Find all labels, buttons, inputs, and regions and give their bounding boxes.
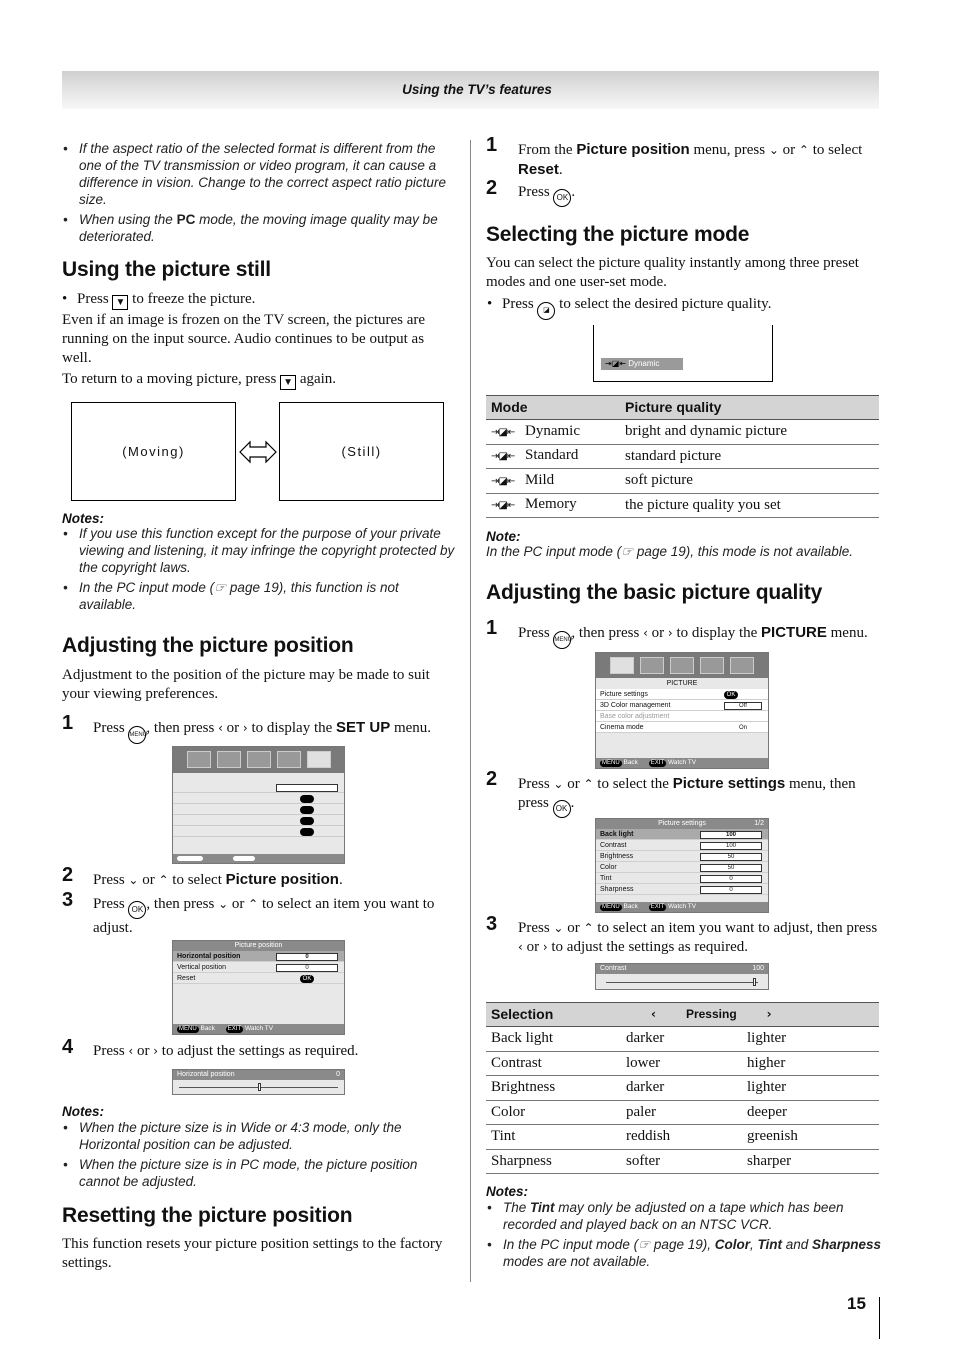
still-note-2: • In the PC input mode (☞ page 19), this function is not available. xyxy=(63,580,399,612)
picture-mode-icon: ⇥◪⇤ xyxy=(491,475,515,487)
table-row: ⇥◪⇤ Standard standard picture xyxy=(486,444,879,469)
chevron-left-icon: ‹ xyxy=(518,940,523,954)
still-para-1: Even if an image is frozen on the TV screen, the pictures are running on the input source. Audio continues to be output as well. xyxy=(62,312,426,366)
step-number: 3 xyxy=(62,889,74,911)
step-number: 2 xyxy=(62,864,74,886)
audio-icon xyxy=(217,751,241,768)
mode-note: In the PC input mode (☞ page 19), this mode is not available. xyxy=(486,544,854,559)
chevron-right-icon: › xyxy=(153,1044,159,1058)
position-step-3: Press OK , then press ⌄ or ⌃ to select an item you want to adjust. xyxy=(93,896,435,936)
intro-note-2: • When using the PC mode, the moving image quality may be deteriorated. xyxy=(63,212,438,244)
picture-position-screen xyxy=(172,940,345,1035)
chevron-up-icon: ⌃ xyxy=(248,897,259,911)
step-number: 4 xyxy=(62,1036,74,1058)
table-row: Back light darker lighter xyxy=(486,1027,879,1052)
mode-osd-label: ⇥◪⇤ Dynamic xyxy=(601,358,683,370)
chevron-down-icon: ⌄ xyxy=(553,777,564,791)
table-row: Brightness darker lighter xyxy=(486,1076,879,1101)
setup-icon xyxy=(307,751,331,768)
screen-title: PICTURE xyxy=(666,680,698,687)
table-header: ‹ Pressing › xyxy=(621,1003,879,1027)
step-number: 1 xyxy=(62,712,74,734)
position-note-2: • When the picture size is in PC mode, the picture position cannot be adjusted. xyxy=(63,1157,418,1189)
reset-step-1: From the Picture position menu, press ⌄ or ⌃ to select Reset. xyxy=(518,141,863,178)
chevron-left-icon: ‹ xyxy=(128,1044,134,1058)
menu-button-icon: MENU xyxy=(553,631,571,649)
quality-step-1: Press MENU, then press ‹ or › to display the PICTURE menu. xyxy=(518,623,883,649)
step-number: 1 xyxy=(486,617,498,639)
down-button-icon: ▼ xyxy=(280,375,296,390)
preferences-icon xyxy=(670,657,694,674)
chevron-down-icon: ⌄ xyxy=(768,143,779,157)
ok-button-icon: OK xyxy=(553,189,571,207)
quality-step-3: Press ⌄ or ⌃ to select an item you want to adjust, then press ‹ or › to adjust the settings as required. xyxy=(518,920,878,955)
screen-row: Contrast 100 xyxy=(596,840,768,851)
chevron-down-icon: ⌄ xyxy=(553,921,564,935)
heading-basic-quality: Adjusting the basic picture quality xyxy=(486,581,823,604)
page-number-rule xyxy=(879,1297,880,1339)
ok-button-icon: OK xyxy=(128,901,146,919)
step-number: 1 xyxy=(486,134,498,156)
setup-menu-screen xyxy=(172,746,345,864)
table-row: Sharpness softer sharper xyxy=(486,1149,879,1174)
chevron-down-icon: ⌄ xyxy=(128,873,139,887)
chevron-right-icon: › xyxy=(766,1007,772,1021)
audio-icon xyxy=(640,657,664,674)
table-header: Picture quality xyxy=(620,396,879,420)
mode-para: You can select the picture quality instantly among three preset modes and one user-set mode. xyxy=(486,255,859,290)
picture-settings-screen xyxy=(595,818,769,913)
still-label: (Still) xyxy=(341,444,382,459)
timer-icon xyxy=(277,751,301,768)
slider-thumb xyxy=(753,978,756,986)
menu-button-icon: MENU xyxy=(128,726,146,744)
table-row: Color paler deeper xyxy=(486,1100,879,1125)
mode-bullet: • Press ◪ to select the desired picture quality. xyxy=(502,295,771,320)
chevron-up-icon: ⌃ xyxy=(583,777,594,791)
position-step-4: Press ‹ or › to adjust the settings as required. xyxy=(93,1043,359,1059)
double-arrow-icon xyxy=(238,438,278,466)
quality-note-1: • The Tint may only be adjusted on a tape which has been recorded and played back on an NTSC VCR. xyxy=(487,1200,844,1232)
selection-table xyxy=(486,1002,879,1174)
still-para-2: To return to a moving picture, press ▼ again. xyxy=(62,371,337,388)
reset-step-2: Press OK . xyxy=(518,183,575,207)
screen-title: Picture settings 1/2 xyxy=(596,819,768,829)
screen-row: Base color adjustment xyxy=(596,711,768,722)
menu-icon-bar xyxy=(596,653,768,678)
screen-row: Brightness 50 xyxy=(596,851,768,862)
step-number: 3 xyxy=(486,913,498,935)
down-button-icon: ▼ xyxy=(112,295,128,310)
setup-icon xyxy=(730,657,754,674)
chevron-right-icon: › xyxy=(667,626,673,640)
still-notes-heading: Notes: xyxy=(62,511,105,526)
picture-mode-icon: ⇥◪⇤ xyxy=(491,451,515,463)
header-title: Using the TV’s features xyxy=(402,82,552,97)
quality-notes-heading: Notes: xyxy=(486,1184,529,1199)
heading-picture-still: Using the picture still xyxy=(62,258,271,281)
chevron-down-icon: ⌄ xyxy=(218,897,229,911)
picture-icon xyxy=(610,657,634,674)
position-para: Adjustment to the position of the picture may be made to suit your viewing preferences. xyxy=(62,667,430,702)
screen-footer: MENU Back EXIT Watch TV xyxy=(173,1024,344,1034)
chevron-right-icon: › xyxy=(242,721,248,735)
picture-mode-table xyxy=(486,395,879,518)
moving-picture-box xyxy=(71,402,236,501)
contrast-slider: Contrast 100 xyxy=(595,963,769,990)
mode-osd-frame xyxy=(593,325,773,382)
screen-row: Sharpness 0 xyxy=(596,884,768,895)
screen-row: Tint 0 xyxy=(596,873,768,884)
timer-icon xyxy=(700,657,724,674)
picture-mode-button-icon: ◪ xyxy=(537,302,555,320)
screen-row: Back light 100 xyxy=(596,829,768,840)
chevron-right-icon: › xyxy=(542,940,548,954)
chevron-up-icon: ⌃ xyxy=(158,873,169,887)
screen-row: 3D Color management Off xyxy=(596,700,768,711)
intro-note-1: • If the aspect ratio of the selected format is different from the one of the TV transmission or video program, it can cause a difference in vision. Change to the correct aspect ratio picture size. xyxy=(63,141,446,207)
chevron-up-icon: ⌃ xyxy=(798,143,809,157)
screen-row: Picture settings OK xyxy=(596,689,768,700)
screen-row: Reset OK xyxy=(173,973,344,984)
picture-mode-icon: ⇥◪⇤ xyxy=(491,500,515,512)
quality-step-2: Press ⌄ or ⌃ to select the Picture settings menu, then press OK . xyxy=(518,774,883,818)
page-number: 15 xyxy=(847,1294,866,1313)
table-row: Contrast lower higher xyxy=(486,1051,879,1076)
horizontal-position-slider: Horizontal position 0 xyxy=(172,1069,345,1095)
table-header: Mode xyxy=(486,396,620,420)
screen-footer: MENU Back EXIT Watch TV xyxy=(596,902,768,912)
screen-footer: MENU Back EXIT Watch TV xyxy=(596,758,768,768)
position-step-1: Press MENU, then press ‹ or › to display the SET UP menu. xyxy=(93,718,458,744)
table-header: Selection xyxy=(486,1003,621,1027)
step-number: 2 xyxy=(486,177,498,199)
screen-row: Cinema mode On xyxy=(596,722,768,733)
screen-row: Vertical position 0 xyxy=(173,962,344,973)
picture-mode-icon: ⇥◪⇤ xyxy=(491,426,515,438)
chevron-left-icon: ‹ xyxy=(643,626,648,640)
position-note-1: • When the picture size is in Wide or 4:3 mode, only the Horizontal position can be adjusted. xyxy=(63,1120,402,1152)
table-row: ⇥◪⇤ Dynamic bright and dynamic picture xyxy=(486,420,879,445)
still-note-1: • If you use this function except for the purpose of your private viewing and listening, it may infringe the copyright protected by the copyright laws. xyxy=(63,526,455,575)
ok-button-icon: OK xyxy=(553,800,571,818)
moving-label: (Moving) xyxy=(122,444,185,459)
menu-icon-bar xyxy=(173,747,344,773)
table-row: Tint reddish greenish xyxy=(486,1125,879,1150)
screen-title: Picture position xyxy=(173,941,344,951)
heading-resetting-position: Resetting the picture position xyxy=(62,1204,353,1227)
heading-picture-position: Adjusting the picture position xyxy=(62,634,354,657)
column-divider xyxy=(470,140,471,1282)
heading-picture-mode: Selecting the picture mode xyxy=(486,223,750,246)
tv-icon xyxy=(187,751,211,768)
chevron-left-icon: ‹ xyxy=(651,1007,656,1021)
mode-note-heading: Note: xyxy=(486,529,521,544)
preferences-icon xyxy=(247,751,271,768)
position-notes-heading: Notes: xyxy=(62,1104,105,1119)
table-row: ⇥◪⇤ Mild soft picture xyxy=(486,469,879,494)
still-bullet: • Press ▼ to freeze the picture. xyxy=(62,291,256,308)
picture-menu-screen xyxy=(595,652,769,769)
position-step-2: Press ⌄ or ⌃ to select Picture position. xyxy=(93,871,343,888)
table-row: ⇥◪⇤ Memory the picture quality you set xyxy=(486,493,879,518)
still-picture-box xyxy=(279,402,444,501)
chevron-up-icon: ⌃ xyxy=(583,921,594,935)
step-number: 2 xyxy=(486,768,498,790)
slider-thumb xyxy=(258,1083,261,1091)
chevron-left-icon: ‹ xyxy=(218,721,223,735)
screen-row: Color 50 xyxy=(596,862,768,873)
reset-para: This function resets your picture position settings to the factory settings. xyxy=(62,1236,443,1271)
screen-row: Horizontal position 0 xyxy=(173,951,344,962)
quality-note-2: • In the PC input mode (☞ page 19), Color, Tint and Sharpness modes are not available. xyxy=(487,1237,882,1269)
